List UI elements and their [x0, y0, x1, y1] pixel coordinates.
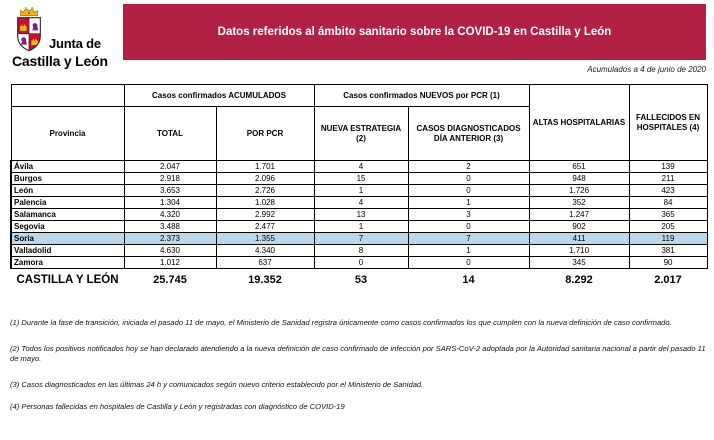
cell-total: 4.320: [124, 209, 216, 221]
cell-diag: 1: [408, 245, 529, 257]
cell-provincia: Burgos: [11, 173, 124, 185]
cell-diag: 0: [408, 257, 529, 269]
group-header-acumulados: Casos confirmados ACUMULADOS: [124, 85, 314, 107]
cell-altas: 948: [529, 173, 629, 185]
cell-por_pcr: 2.477: [216, 221, 314, 233]
title-banner: [123, 4, 706, 60]
table-body: [11, 161, 707, 269]
footnote-4: (4) Personas fallecidas en hospitales de Castilla y León y registradas con diagnóstico de COVID-19: [10, 401, 345, 411]
cell-altas: 1.726: [529, 185, 629, 197]
cell-fallecidos: 365: [629, 209, 707, 221]
cell-por_pcr: 1.701: [216, 161, 314, 173]
table-row-palencia: [11, 197, 707, 209]
total-row-castilla-y-leon: [10, 270, 708, 290]
cell-provincia: Salamanca: [11, 209, 124, 221]
col-header-nueva-estrategia: NUEVA ESTRATEGIA (2): [314, 107, 408, 161]
table-row-zamora: [11, 257, 707, 269]
col-header-por-pcr: POR PCR: [216, 107, 314, 161]
cell-altas: 1.710: [529, 245, 629, 257]
cell-nueva: 15: [314, 173, 408, 185]
footnote-1: (1) Durante la fase de transición, iniciada el pasado 11 de mayo, el Ministerio de Sanidad registra únicamente como casos confirmados los que cumplen con la nueva definición de caso confirmado.: [10, 318, 672, 327]
total-nueva: 53: [354, 274, 368, 286]
cell-altas: 902: [529, 221, 629, 233]
table-row-salamanca: [11, 209, 707, 221]
total-diag: 14: [462, 274, 475, 286]
cell-fallecidos: 139: [629, 161, 707, 173]
footnote-3: (3) Casos diagnosticados en las últimas 24 h y comunicados según nuevo criterio establecido por el Ministerio de Sanidad.: [10, 379, 424, 389]
cell-total: 2.918: [124, 173, 216, 185]
table-row-avila: [11, 161, 707, 173]
col-header-provincia: Provincia: [11, 107, 124, 161]
accumulated-date-note: Acumulados a 4 de junio de 2020: [587, 65, 706, 74]
cell-diag: 7: [408, 233, 529, 245]
cell-nueva: 8: [314, 245, 408, 257]
table-row-leon: [11, 185, 707, 197]
cell-fallecidos: 423: [629, 185, 707, 197]
logo-text-line2: Castilla y León: [12, 53, 108, 69]
cell-nueva: 4: [314, 197, 408, 209]
cell-total: 4.630: [124, 245, 216, 257]
col-header-diagnosticados: CASOS DIAGNOSTICADOS DÍA ANTERIOR (3): [408, 107, 529, 161]
total-fallecidos: 2.017: [654, 274, 682, 286]
cell-por_pcr: 1.355: [216, 233, 314, 245]
table-row-valladolid: [11, 245, 707, 257]
cell-total: 1.304: [124, 197, 216, 209]
cell-altas: 1.247: [529, 209, 629, 221]
cell-nueva: 1: [314, 221, 408, 233]
cell-fallecidos: 205: [629, 221, 707, 233]
table-row-burgos: [11, 173, 707, 185]
cell-fallecidos: 119: [629, 233, 707, 245]
total-total: 25.745: [153, 274, 187, 286]
cell-por_pcr: 1.028: [216, 197, 314, 209]
col-header-altas: ALTAS HOSPITALARIAS: [529, 85, 629, 161]
cell-nueva: 1: [314, 185, 408, 197]
cell-total: 2.047: [124, 161, 216, 173]
cell-provincia: León: [11, 185, 124, 197]
empty-corner-cell: [11, 85, 124, 107]
cell-por_pcr: 2.726: [216, 185, 314, 197]
table-row-soria: [11, 233, 707, 245]
cell-fallecidos: 381: [629, 245, 707, 257]
cell-nueva: 0: [314, 257, 408, 269]
total-altas: 8.292: [565, 274, 593, 286]
coat-of-arms-icon: [12, 5, 46, 53]
junta-cyl-logo: [12, 5, 108, 68]
footnote-2: (2) Todos los positivos notificados hoy se han declarado atendiendo a la nueva definición de caso confirmado de infección por SARS-CoV-2 adoptada por la Autoridad sanitaria nacional a partir del pasado 11 de mayo.: [10, 343, 706, 364]
cell-altas: 345: [529, 257, 629, 269]
cell-altas: 411: [529, 233, 629, 245]
group-header-nuevos-pcr: Casos confirmados NUEVOS por PCR (1): [314, 85, 529, 107]
logo-text-line1: Junta de: [49, 36, 101, 51]
col-header-total: TOTAL: [124, 107, 216, 161]
cell-diag: 2: [408, 161, 529, 173]
cell-por_pcr: 4.340: [216, 245, 314, 257]
col-header-fallecidos: FALLECIDOS EN HOSPITALES (4): [629, 85, 707, 161]
cell-provincia: Zamora: [11, 257, 124, 269]
total-por-pcr: 19.352: [248, 274, 282, 286]
cell-diag: 0: [408, 173, 529, 185]
cell-diag: 3: [408, 209, 529, 221]
cell-provincia: Palencia: [11, 197, 124, 209]
cell-altas: 651: [529, 161, 629, 173]
cell-fallecidos: 84: [629, 197, 707, 209]
cell-fallecidos: 211: [629, 173, 707, 185]
cell-provincia: Valladolid: [11, 245, 124, 257]
cell-provincia: Ávila: [11, 161, 124, 173]
cell-nueva: 4: [314, 161, 408, 173]
cell-total: 3.653: [124, 185, 216, 197]
cell-diag: 1: [408, 197, 529, 209]
cell-altas: 352: [529, 197, 629, 209]
footnotes: [10, 318, 710, 423]
page-title: Datos referidos al ámbito sanitario sobre la COVID-19 en Castilla y León: [217, 26, 612, 38]
cell-provincia: Soria: [11, 233, 124, 245]
cell-nueva: 13: [314, 209, 408, 221]
total-label: CASTILLA Y LEÓN: [16, 274, 119, 286]
cell-total: 3.488: [124, 221, 216, 233]
cell-total: 1.012: [124, 257, 216, 269]
cell-provincia: Segovia: [11, 221, 124, 233]
cell-total: 2.373: [124, 233, 216, 245]
cell-diag: 0: [408, 221, 529, 233]
covid-data-table: [10, 84, 708, 269]
table-row-segovia: [11, 221, 707, 233]
cell-por_pcr: 637: [216, 257, 314, 269]
cell-nueva: 7: [314, 233, 408, 245]
cell-por_pcr: 2.992: [216, 209, 314, 221]
cell-por_pcr: 2.096: [216, 173, 314, 185]
cell-fallecidos: 90: [629, 257, 707, 269]
cell-diag: 0: [408, 185, 529, 197]
